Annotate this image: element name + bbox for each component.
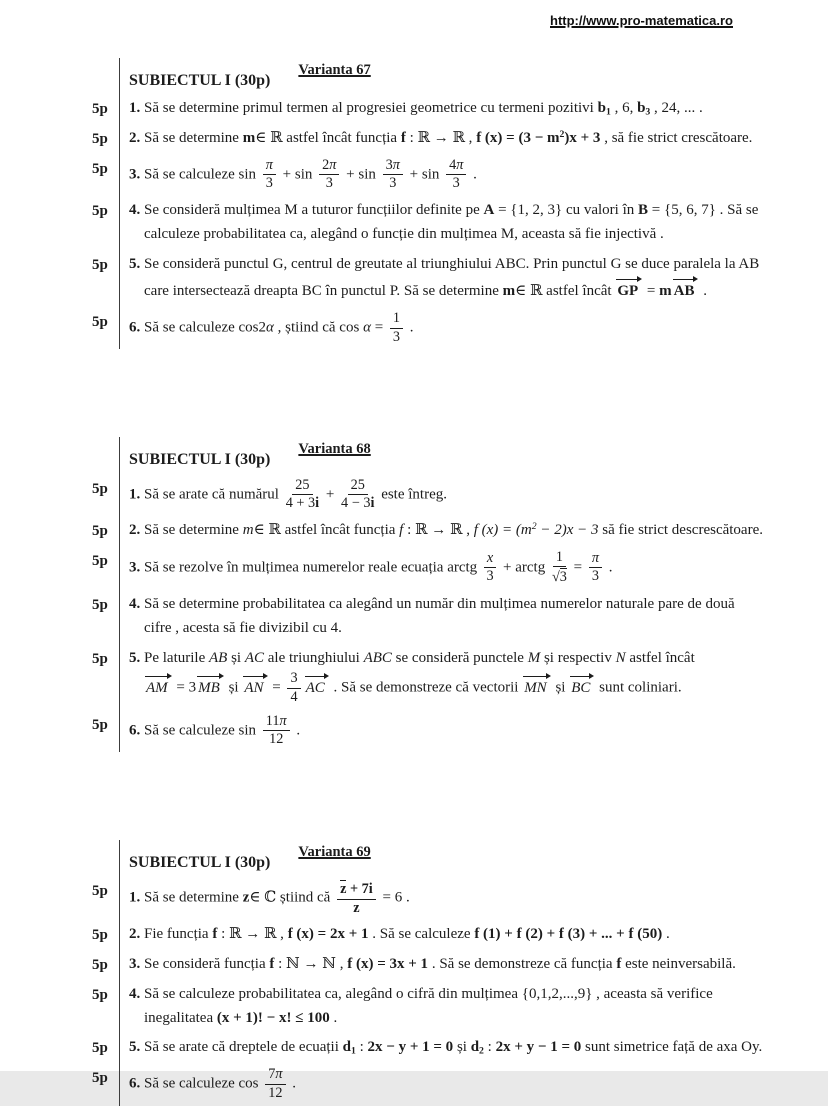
points-label: 5p <box>92 597 108 613</box>
fraction: $\frac{11\pi}{12}$ <box>263 714 290 748</box>
points-label: 5p <box>92 314 108 331</box>
section-header-row <box>92 840 808 876</box>
section-title: SUBIECTUL I (30p) <box>129 451 271 469</box>
question-body <box>119 307 808 349</box>
fraction: $\frac{z + 7i}{z}$ <box>337 880 376 916</box>
section-header-row <box>92 58 808 94</box>
section-title: SUBIECTUL I (30p) <box>129 853 271 871</box>
section-header-row <box>92 437 808 473</box>
question-row <box>92 644 808 710</box>
fraction: $\frac{1}{√3}$ <box>551 548 567 586</box>
question-body <box>119 710 808 752</box>
question-row <box>92 950 808 980</box>
page-url-link[interactable]: http://www.pro-matematica.ro <box>550 13 733 28</box>
subject-section <box>92 437 808 752</box>
question-line: AM = 3 MB și AN = $\frac{3}{4}$ AC . Să se demonstreze că vectorii MN și BC sunt coliniari. <box>146 670 682 705</box>
question-row <box>92 876 808 920</box>
question-row <box>92 154 808 196</box>
question-line: 5. Se consideră punctul G, centrul de greutate al triunghiului ABC. Prin punctul G se duce paralela la AB <box>129 255 760 272</box>
points-label: 5p <box>92 256 108 273</box>
question-body <box>119 154 808 196</box>
question-row <box>92 94 808 124</box>
fraction: $\frac{3\pi}{3}$ <box>383 158 403 192</box>
question-row <box>92 250 808 308</box>
question-body <box>119 950 808 980</box>
vector-arrow: MB <box>197 674 224 700</box>
question-line: 1. Să se arate că numărul $\frac{25}{4 + 3i}$ + $\frac{25}{4 - 3i}$ este întreg. <box>129 476 447 512</box>
question-line: 2. Să se determine m∈ ℝ astfel încât funcția f : ℝ → ℝ , f $(x) = (m^2 - 2)x - 3$ să fie strict descrescătoare. <box>129 521 763 538</box>
question-line: 6. Să se calculeze sin $\frac{11\pi}{12}$ . <box>129 712 301 748</box>
question-row <box>92 920 808 950</box>
question-body <box>119 980 808 1034</box>
subject-section <box>92 58 808 349</box>
points-label: 5p <box>92 480 108 497</box>
question-row <box>92 196 808 250</box>
variant-label: Varianta 69 <box>298 843 371 860</box>
points-label: 5p <box>92 522 108 539</box>
points-label: 5p <box>92 160 108 177</box>
question-row <box>92 546 808 590</box>
section-header <box>119 437 808 473</box>
points-label: 5p <box>92 883 108 900</box>
question-line: 2. Să se determine m∈ ℝ astfel încât funcția f : ℝ → ℝ , f $(x) = (3 - m^2)x + 3$ , să fie strict crescătoare. <box>129 129 753 146</box>
question-row <box>92 1063 808 1105</box>
section-title: SUBIECTUL I (30p) <box>129 72 271 89</box>
fraction: $\frac{1}{3}$ <box>390 311 403 345</box>
question-body <box>119 124 808 154</box>
question-body <box>119 196 808 250</box>
question-line: 1. Să se determine primul termen al progresiei geometrice cu termeni pozitivi $b_1$ , 6, $b_3$ , 24, ... . <box>129 100 703 118</box>
question-body <box>119 516 808 546</box>
fraction: $\frac{4\pi}{3}$ <box>446 158 466 192</box>
vector-arrow: AM <box>145 674 172 700</box>
question-body <box>119 474 808 516</box>
question-line: calculeze probabilitatea ca, alegând o funcție din mulțimea M, aceasta să fie injectivă . <box>144 225 664 242</box>
points-label: 5p <box>92 986 108 1003</box>
section-header <box>119 58 808 94</box>
points-column-spacer <box>92 437 119 473</box>
question-row <box>92 474 808 516</box>
variant-label: Varianta 67 <box>298 62 371 78</box>
question-line: 6. Să se calculeze cos $\frac{7\pi}{12}$ . <box>129 1066 297 1101</box>
question-row <box>92 124 808 154</box>
fraction: $\frac{25}{4 + 3i}$ <box>285 476 320 512</box>
vector-arrow: AN <box>243 674 267 700</box>
question-body <box>119 876 808 920</box>
variant-label: Varianta 68 <box>298 441 371 458</box>
points-column-spacer <box>92 840 119 876</box>
question-body <box>119 644 808 710</box>
question-row <box>92 590 808 644</box>
question-row <box>92 516 808 546</box>
subject-section <box>92 840 808 1106</box>
question-row <box>92 1033 808 1063</box>
points-label: 5p <box>92 203 108 220</box>
points-label: 5p <box>92 650 108 667</box>
points-label: 5p <box>92 1040 108 1057</box>
vector-arrow: AB <box>673 277 699 303</box>
vector-arrow: BC <box>570 674 594 700</box>
overline: 3 <box>559 569 567 586</box>
question-line: 4. Să se calculeze probabilitatea ca, alegând o cifră din mulțimea {0,1,2,...,9} , aceasta să verifice <box>129 985 713 1002</box>
overline: z <box>340 881 347 898</box>
question-line: inegalitatea (x + 1)! − x! ≤ 100 . <box>144 1009 338 1026</box>
fraction: $\frac{3}{4}$ <box>287 671 300 705</box>
question-body <box>119 94 808 124</box>
question-line: 3. Se consideră funcția f : ℕ → ℕ , f (x) = 3x + 1 . Să se demonstreze că funcția f este neinversabilă. <box>129 956 736 973</box>
question-row <box>92 980 808 1034</box>
points-label: 5p <box>92 927 108 944</box>
points-label: 5p <box>92 552 108 569</box>
fraction: $\frac{25}{4 - 3i}$ <box>341 476 375 512</box>
vector-arrow: GP <box>616 277 642 303</box>
points-label: 5p <box>92 1070 108 1087</box>
question-line: 4. Se consideră mulțimea M a tuturor funcțiilor definite pe A = {1, 2, 3} cu valori în B = {5, 6, 7} . Să se <box>129 202 759 219</box>
vector-arrow: AC <box>305 674 329 700</box>
points-label: 5p <box>92 957 108 974</box>
fraction: $\frac{\pi}{3}$ <box>589 551 602 585</box>
points-label: 5p <box>92 130 108 147</box>
question-line: care intersectează dreapta BC în punctul P. Să se determine m∈ ℝ astfel încât GP = m AB . <box>144 277 808 303</box>
sections-container <box>92 58 808 1106</box>
fraction: $\frac{\pi}{3}$ <box>263 158 276 192</box>
question-body <box>119 1063 808 1105</box>
question-line: 4. Să se determine probabilitatea ca alegând un număr din mulțimea numerelor naturale pare de două <box>129 596 735 612</box>
question-row <box>92 710 808 752</box>
question-body <box>119 546 808 590</box>
question-body <box>119 250 808 308</box>
fraction: $\frac{x}{3}$ <box>484 551 496 585</box>
question-line: 5. Să se arate că dreptele de ecuații $d_1$ : 2x − y + 1 = 0 și $d_2$ : 2x + y − 1 = 0 sunt simetrice față de axa Oy. <box>129 1039 763 1057</box>
points-label: 5p <box>92 101 108 118</box>
question-line: 6. Să se calculeze cos2α , știind că cos α = $\frac{1}{3}$ . <box>129 310 414 345</box>
points-label: 5p <box>92 716 108 733</box>
question-body <box>119 920 808 950</box>
fraction: $\frac{7\pi}{12}$ <box>265 1067 285 1101</box>
question-line: 2. Fie funcția f : ℝ → ℝ , f (x) = 2x + 1 . Să se calculeze f (1) + f (2) + f (3) + ... + f (50) . <box>129 926 670 943</box>
question-line: 1. Să se determine z∈ ℂ știind că $\frac{z + 7i}{z}$ = 6 . <box>129 881 410 916</box>
question-body <box>119 1033 808 1063</box>
points-column-spacer <box>92 58 119 94</box>
question-row <box>92 307 808 349</box>
question-line: 5. Pe laturile AB și AC ale triunghiului ABC se consideră punctele M și respectiv N astfel încât <box>129 649 695 666</box>
question-line: cifre , acesta să fie divizibil cu 4. <box>144 619 342 636</box>
question-body <box>119 590 808 644</box>
vector-arrow: MN <box>523 674 551 700</box>
question-line: 3. Să se calculeze sin $\frac{\pi}{3}$ + sin $\frac{2\pi}{3}$ + sin $\frac{3\pi}{3}$ + sin $\frac{4\pi}{3}$ . <box>129 156 477 192</box>
question-line: 3. Să se rezolve în mulțimea numerelor reale ecuația arctg $\frac{x}{3}$ + arctg $\frac{1}{√3}$ = $\frac{\pi}{3}$ . <box>129 548 613 586</box>
fraction: $\frac{2\pi}{3}$ <box>319 158 339 192</box>
section-header <box>119 840 808 876</box>
